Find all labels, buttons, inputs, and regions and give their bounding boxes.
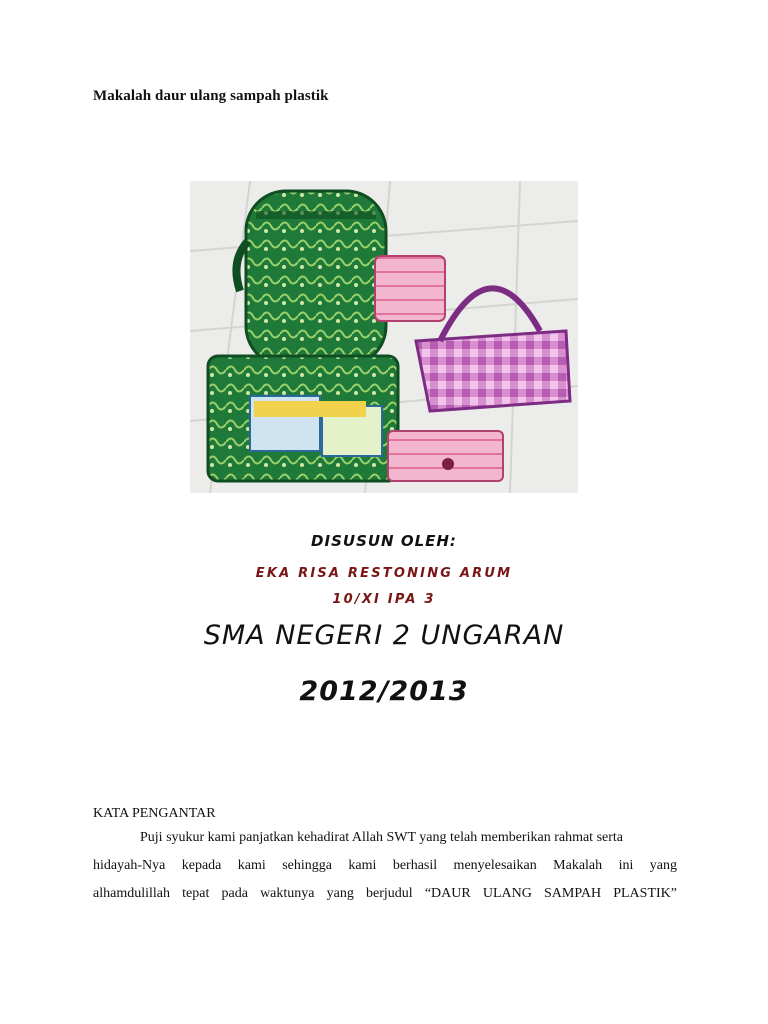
- academic-year: 2012/2013: [299, 676, 469, 707]
- document-title: Makalah daur ulang sampah plastik: [93, 88, 329, 104]
- class-label: 10/XI IPA 3: [332, 592, 436, 607]
- body-line: hidayah-Nya kepada kami sehingga kami berhasil menyelesaikan Makalah ini yang: [93, 858, 677, 873]
- body-line: alhamdulillah tepat pada waktunya yang berjudul “DAUR ULANG SAMPAH PLASTIK”: [93, 886, 677, 901]
- recycled-bags-photo: [190, 181, 578, 493]
- body-line: Puji syukur kami panjatkan kehadirat Allah SWT yang telah memberikan rahmat serta: [140, 830, 623, 845]
- school-name: SMA NEGERI 2 UNGARAN: [203, 620, 565, 651]
- author-name: EKA RISA RESTONING ARUM: [255, 566, 513, 581]
- compiled-by-label: DISUSUN OLEH:: [311, 532, 457, 550]
- section-heading: KATA PENGANTAR: [93, 806, 216, 821]
- section-body: [93, 824, 677, 908]
